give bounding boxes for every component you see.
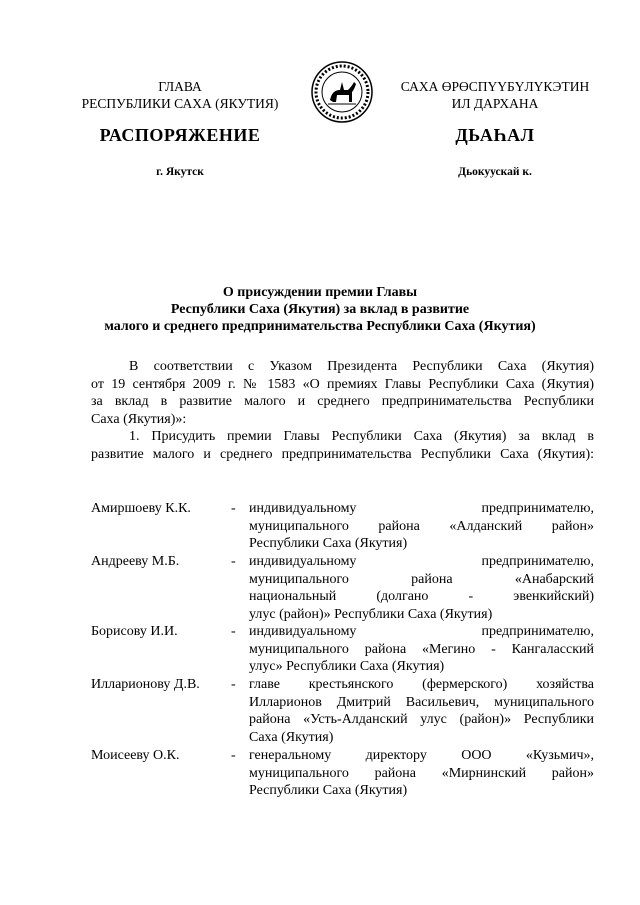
list-item (91, 623, 594, 676)
recipient-description (249, 623, 594, 676)
preamble-line4: Саха (Якутия)»: (91, 411, 187, 427)
desc-line: муниципального района «Мирнинский район» (249, 765, 594, 781)
desc-line: главе крестьянского (фермерского) хозяйства (249, 677, 594, 692)
recipient-dash: - (231, 554, 236, 569)
list-item (91, 747, 594, 800)
recipient-dash: - (231, 501, 236, 516)
preamble-line3: за вклад в развитие малого и среднего предпринимательства Республики (91, 394, 594, 410)
issuer-left-line1: ГЛАВА (158, 79, 202, 94)
desc-line: улус (район)» Республики Саха (Якутия) (249, 606, 493, 622)
issuer-left-line2: РЕСПУБЛИКИ САХА (ЯКУТИЯ) (81, 96, 279, 111)
desc-line: Саха (Якутия) (249, 729, 334, 745)
desc-line: муниципального района «Мегино - Кангаласский (249, 641, 594, 657)
desc-line: индивидуальному предпринимателю, (249, 624, 594, 639)
recipient-dash: - (231, 624, 236, 639)
doc-type-left: РАСПОРЯЖЕНИЕ (99, 125, 261, 145)
item1-line2: развитие малого и среднего предпринимательства Республики Саха (Якутия): (91, 446, 594, 462)
issuer-right (385, 78, 605, 112)
desc-line: Республики Саха (Якутия) (249, 536, 408, 552)
list-item (91, 553, 594, 623)
recipient-dash: - (231, 748, 236, 763)
desc-line: муниципального района «Анабарский (249, 571, 594, 587)
issuer-right-line2: ИЛ ДАРХАНА (451, 96, 539, 111)
desc-line: генеральному директору ООО «Кузьмич», (249, 748, 594, 763)
desc-line: индивидуальному предпринимателю, (249, 501, 594, 516)
recipient-description (249, 747, 594, 800)
preamble-line1: В соответствии с Указом Президента Республики Саха (Якутия) (129, 359, 594, 374)
desc-line: национальный (долгано - эвенкийский) (249, 589, 594, 605)
recipient-name: Борисову И.И. (91, 624, 178, 639)
recipient-dash: - (231, 677, 236, 692)
document-title (60, 284, 580, 335)
desc-line: индивидуальному предпринимателю, (249, 554, 594, 569)
desc-line: муниципального района «Алданский район» (249, 518, 594, 534)
desc-line: Республики Саха (Якутия) (249, 783, 408, 799)
list-item (91, 500, 594, 553)
issuer-right-line1: САХА ӨРӨСПҮҮБҮЛҮКЭТИН (400, 79, 590, 94)
list-item (91, 676, 594, 747)
title-line3: малого и среднего предпринимательства Республики Саха (Якутия) (104, 319, 536, 334)
preamble-line2: от 19 сентября 2009 г. № 1583 «О премиях Главы Республики Саха (Якутия) (91, 376, 594, 392)
item1-line1: 1. Присудить премии Главы Республики Саха (Якутия) за вклад в (129, 429, 594, 445)
title-line2: Республики Саха (Якутия) за вклад в развитие (170, 302, 470, 317)
issuer-left (70, 78, 290, 112)
recipient-description (249, 553, 594, 623)
recipient-description (249, 500, 594, 553)
recipient-name: Андрееву М.Б. (91, 554, 180, 569)
title-line1: О присуждении премии Главы (222, 285, 418, 300)
recipient-description (249, 676, 594, 746)
recipients-list (91, 500, 594, 800)
recipient-name: Амиршоеву К.К. (91, 501, 191, 516)
recipient-name: Илларионову Д.В. (91, 677, 200, 692)
desc-line: улус» Республики Саха (Якутия) (249, 659, 445, 675)
city-left: г. Якутск (156, 166, 204, 178)
coat-of-arms-emblem (310, 60, 374, 124)
doc-type-right: ДЬАҺАЛ (455, 125, 535, 145)
recipient-name: Моисееву О.К. (91, 748, 180, 763)
desc-line: Илларионов Дмитрий Васильевич, муниципального (249, 694, 594, 710)
desc-line: района «Усть-Алданский улус (район)» Республики (249, 712, 594, 728)
city-right: Дьокуускай к. (458, 166, 532, 178)
preamble (91, 358, 594, 464)
